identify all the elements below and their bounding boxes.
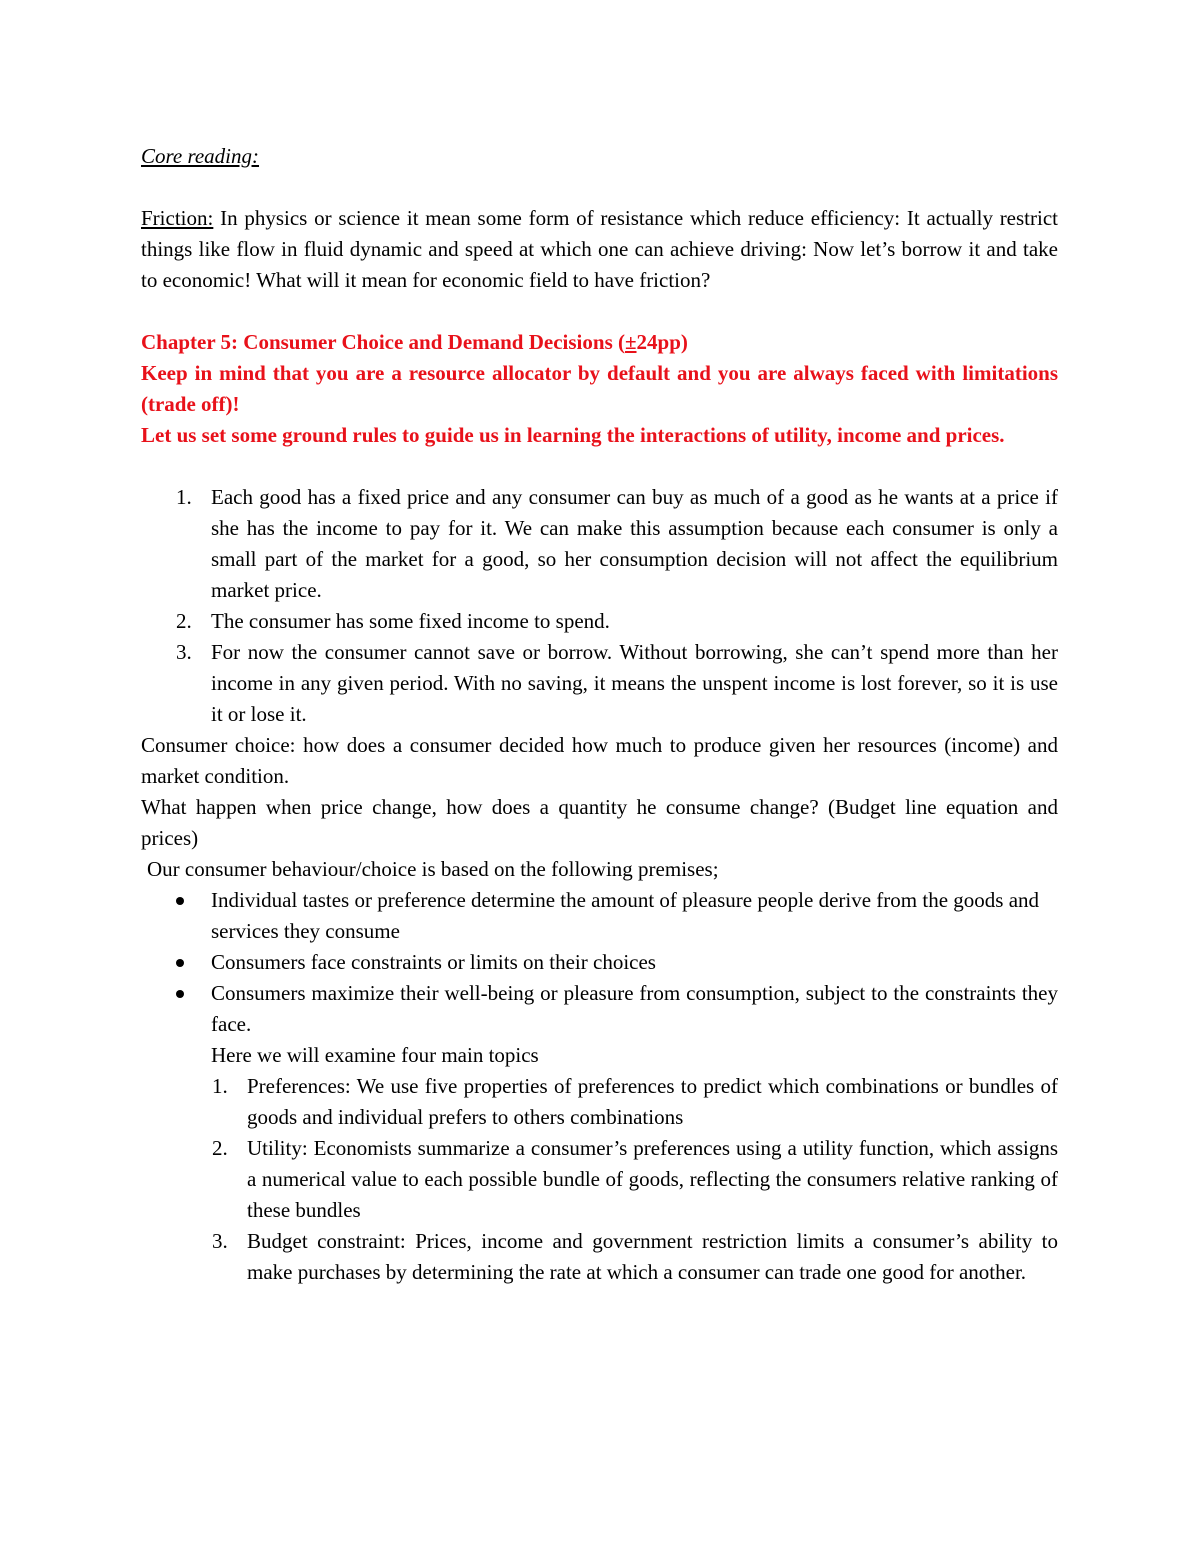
rule-number: 2. [176,609,192,633]
friction-paragraph [141,203,1058,296]
consumer-choice-paragraph: Consumer choice: how does a consumer decided how much to produce given her resources (income) and market condition. [141,733,1058,788]
friction-text: In physics or science it mean some form of resistance which reduce efficiency: It actually restrict things like flow in fluid dynamic and speed at which one can achieve driving: Now let’s borrow it and take to economic! What will it mean for economic field to have friction? [141,206,1058,292]
rule-number: 3. [176,640,192,664]
chapter-title-pm: ± [624,330,637,354]
premise-text: Individual tastes or preference determine the amount of pleasure people derive from the goods and services they consume [211,888,1040,943]
document-body [141,141,1058,1288]
topic-item [212,1133,1058,1226]
topic-text: Preferences: We use five properties of preferences to predict which combinations or bundles of goods and individual prefers to others combinations [247,1074,1058,1129]
bullet-icon [176,990,184,998]
bullet-icon [176,959,184,967]
premise-item [211,978,1058,1040]
rule-text: For now the consumer cannot save or borrow. Without borrowing, she can’t spend more than her income in any given period. With no saving, it means the unspent income is lost forever, so it is use it or lose it. [211,640,1058,726]
topic-text: Budget constraint: Prices, income and government restriction limits a consumer’s ability to make purchases by determining the rate at which a consumer can trade one good for another. [247,1229,1058,1284]
premise-text: Consumers face constraints or limits on their choices [211,950,656,974]
premises-intro: Our consumer behaviour/choice is based on the following premises; [147,857,719,881]
chapter-title [141,327,1058,358]
topic-number: 1. [212,1074,228,1098]
rule-text: The consumer has some fixed income to spend. [211,609,610,633]
topic-text: Utility: Economists summarize a consumer’s preferences using a utility function, which assigns a numerical value to each possible bundle of goods, reflecting the consumers relative ranking of these bundles [247,1136,1058,1222]
topics-intro: Here we will examine four main topics [211,1043,539,1067]
chapter-reminder: Keep in mind that you are a resource allocator by default and you are always faced with limitations (trade off)! [141,361,1058,416]
bullet-icon [176,897,184,905]
rule-text: Each good has a fixed price and any consumer can buy as much of a good as he wants at a price if she has the income to pay for it. We can make this assumption because each consumer is only a small part of the market for a good, so her consumption decision will not affect the equilibrium market price. [211,485,1058,602]
rule-item [176,637,1058,730]
friction-label: Friction: [141,206,214,230]
topic-item [212,1226,1058,1288]
premise-item [211,947,1058,978]
core-reading-heading: Core reading: [141,144,260,168]
price-change-paragraph: What happen when price change, how does a quantity he consume change? (Budget line equation and prices) [141,795,1058,850]
rule-item [176,606,1058,637]
topic-number: 2. [212,1136,228,1160]
topic-item [212,1071,1058,1133]
rule-number: 1. [176,485,192,509]
chapter-title-start: Chapter 5: Consumer Choice and Demand Decisions ( [141,330,625,354]
topic-number: 3. [212,1229,228,1253]
chapter-title-end: 24pp) [636,330,688,354]
premise-text: Consumers maximize their well-being or pleasure from consumption, subject to the constraints they face. [211,981,1058,1036]
chapter-ground-rules: Let us set some ground rules to guide us in learning the interactions of utility, income and prices. [141,423,1005,447]
rule-item [176,482,1058,606]
premise-item [211,885,1058,947]
